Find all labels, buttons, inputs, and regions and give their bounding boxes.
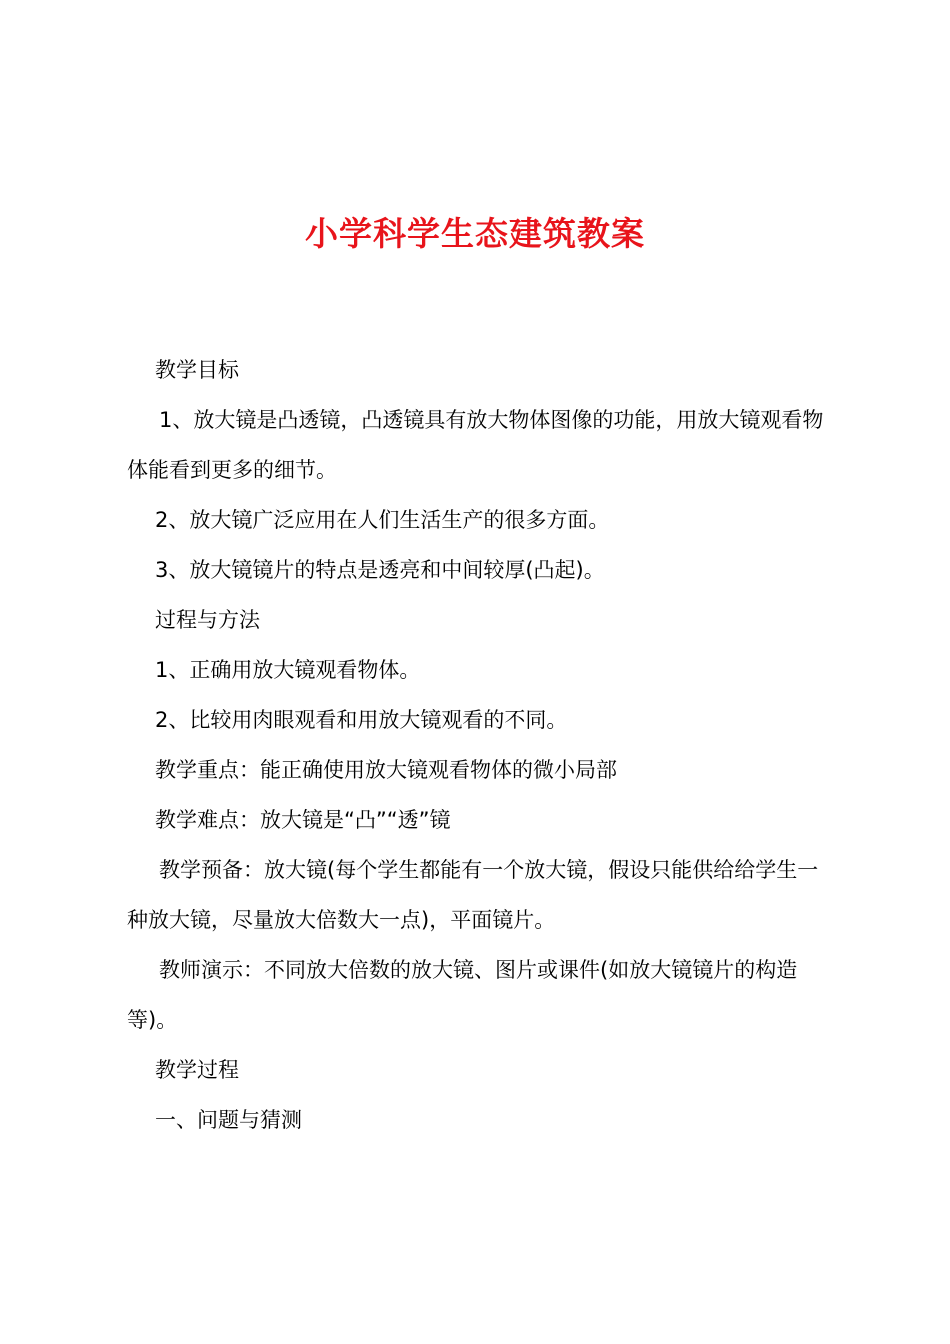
paragraph-difficulty: 教学难点：放大镜是“凸”“透”镜	[155, 808, 451, 832]
paragraph-demonstration: 教师演示：不同放大倍数的放大镜、图片或课件(如放大镜镜片的构造等)。	[127, 958, 798, 1032]
paragraph-goal-2: 2、放大镜广泛应用在人们生活生产的很多方面。	[155, 508, 610, 532]
paragraph-heading-process: 过程与方法	[155, 608, 260, 632]
paragraph-heading-procedure: 教学过程	[155, 1058, 239, 1082]
paragraph-goal-3: 3、放大镜镜片的特点是透亮和中间较厚(凸起)。	[155, 558, 605, 582]
paragraph-goal-1: 1、放大镜是凸透镜，凸透镜具有放大物体图像的功能，用放大镜观看物体能看到更多的细节。	[127, 408, 824, 482]
paragraph-key-point: 教学重点：能正确使用放大镜观看物体的微小局部	[155, 758, 617, 782]
document-body	[127, 345, 835, 1145]
paragraph-heading-goals: 教学目标	[155, 358, 239, 382]
paragraph-process-1: 1、正确用放大镜观看物体。	[155, 658, 421, 682]
document-title: 小学科学生态建筑教案	[305, 214, 645, 253]
paragraph-preparation: 教学预备：放大镜(每个学生都能有一个放大镜，假设只能供给给学生一种放大镜，尽量放大倍数大一点)，平面镜片。	[127, 858, 819, 932]
paragraph-section-1: 一、问题与猜测	[155, 1108, 302, 1132]
paragraph-process-2: 2、比较用肉眼观看和用放大镜观看的不同。	[155, 708, 568, 732]
